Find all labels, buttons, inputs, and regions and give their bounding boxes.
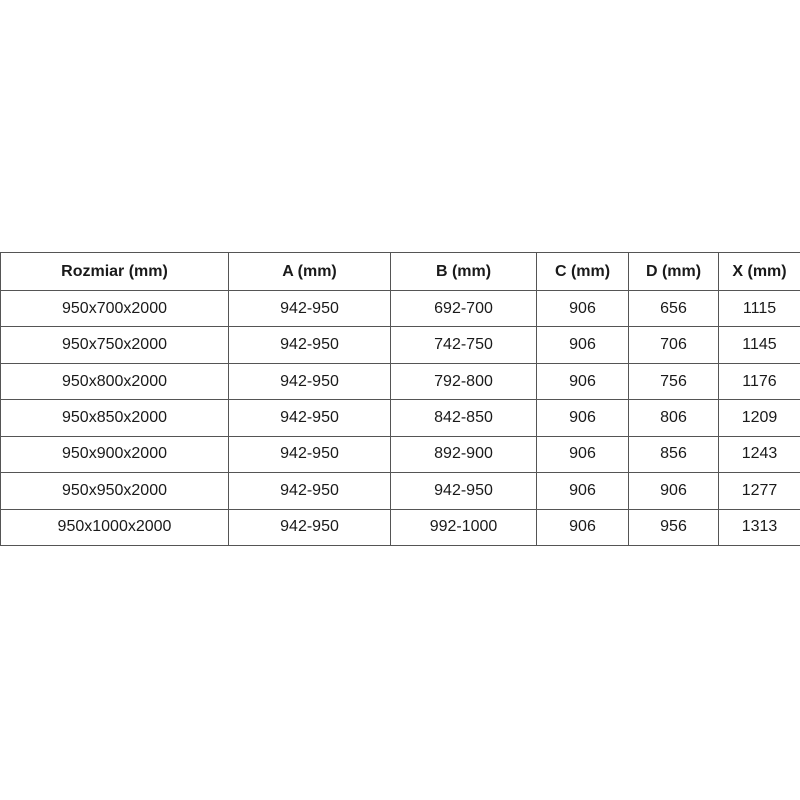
table-cell: 950x750x2000 [1,327,229,363]
table-cell: 950x900x2000 [1,436,229,472]
table-cell: 950x950x2000 [1,473,229,509]
table-cell: 942-950 [229,363,391,399]
table-cell: 906 [537,509,629,545]
table-cell: 942-950 [229,327,391,363]
table-cell: 906 [537,291,629,327]
table-cell: 906 [537,400,629,436]
table-cell: 992-1000 [391,509,537,545]
table-cell: 1176 [719,363,800,399]
table-cell: 1277 [719,473,800,509]
table-cell: 942-950 [229,400,391,436]
table-cell: 942-950 [229,436,391,472]
table-cell: 950x700x2000 [1,291,229,327]
table-cell: 942-950 [229,473,391,509]
table-row [1,363,800,399]
table-cell: 950x1000x2000 [1,509,229,545]
table-cell: 906 [537,327,629,363]
table-row [1,327,800,363]
table-cell: 950x800x2000 [1,363,229,399]
table-cell: 906 [629,473,719,509]
header-cell-2: B (mm) [391,253,537,291]
table-body [1,291,800,546]
table-cell: 906 [537,363,629,399]
table-cell: 692-700 [391,291,537,327]
header-cell-4: D (mm) [629,253,719,291]
table-cell: 956 [629,509,719,545]
table-row [1,400,800,436]
dimensions-spec-table [0,252,800,546]
table-cell: 856 [629,436,719,472]
table-cell: 950x850x2000 [1,400,229,436]
table-cell: 942-950 [391,473,537,509]
table-header-row [1,253,800,291]
table-cell: 706 [629,327,719,363]
table-row [1,291,800,327]
table-cell: 1115 [719,291,800,327]
table-cell: 742-750 [391,327,537,363]
table-cell: 892-900 [391,436,537,472]
table-cell: 756 [629,363,719,399]
table-row [1,436,800,472]
table-cell: 656 [629,291,719,327]
header-cell-0: Rozmiar (mm) [1,253,229,291]
table-row [1,473,800,509]
table-cell: 942-950 [229,509,391,545]
header-cell-3: C (mm) [537,253,629,291]
table-cell: 942-950 [229,291,391,327]
table-cell: 1209 [719,400,800,436]
table-cell: 1145 [719,327,800,363]
table-cell: 792-800 [391,363,537,399]
table-row [1,509,800,545]
table-cell: 906 [537,436,629,472]
table-cell: 842-850 [391,400,537,436]
table-cell: 806 [629,400,719,436]
header-cell-1: A (mm) [229,253,391,291]
header-cell-5: X (mm) [719,253,800,291]
table-cell: 1243 [719,436,800,472]
table-cell: 1313 [719,509,800,545]
table-cell: 906 [537,473,629,509]
